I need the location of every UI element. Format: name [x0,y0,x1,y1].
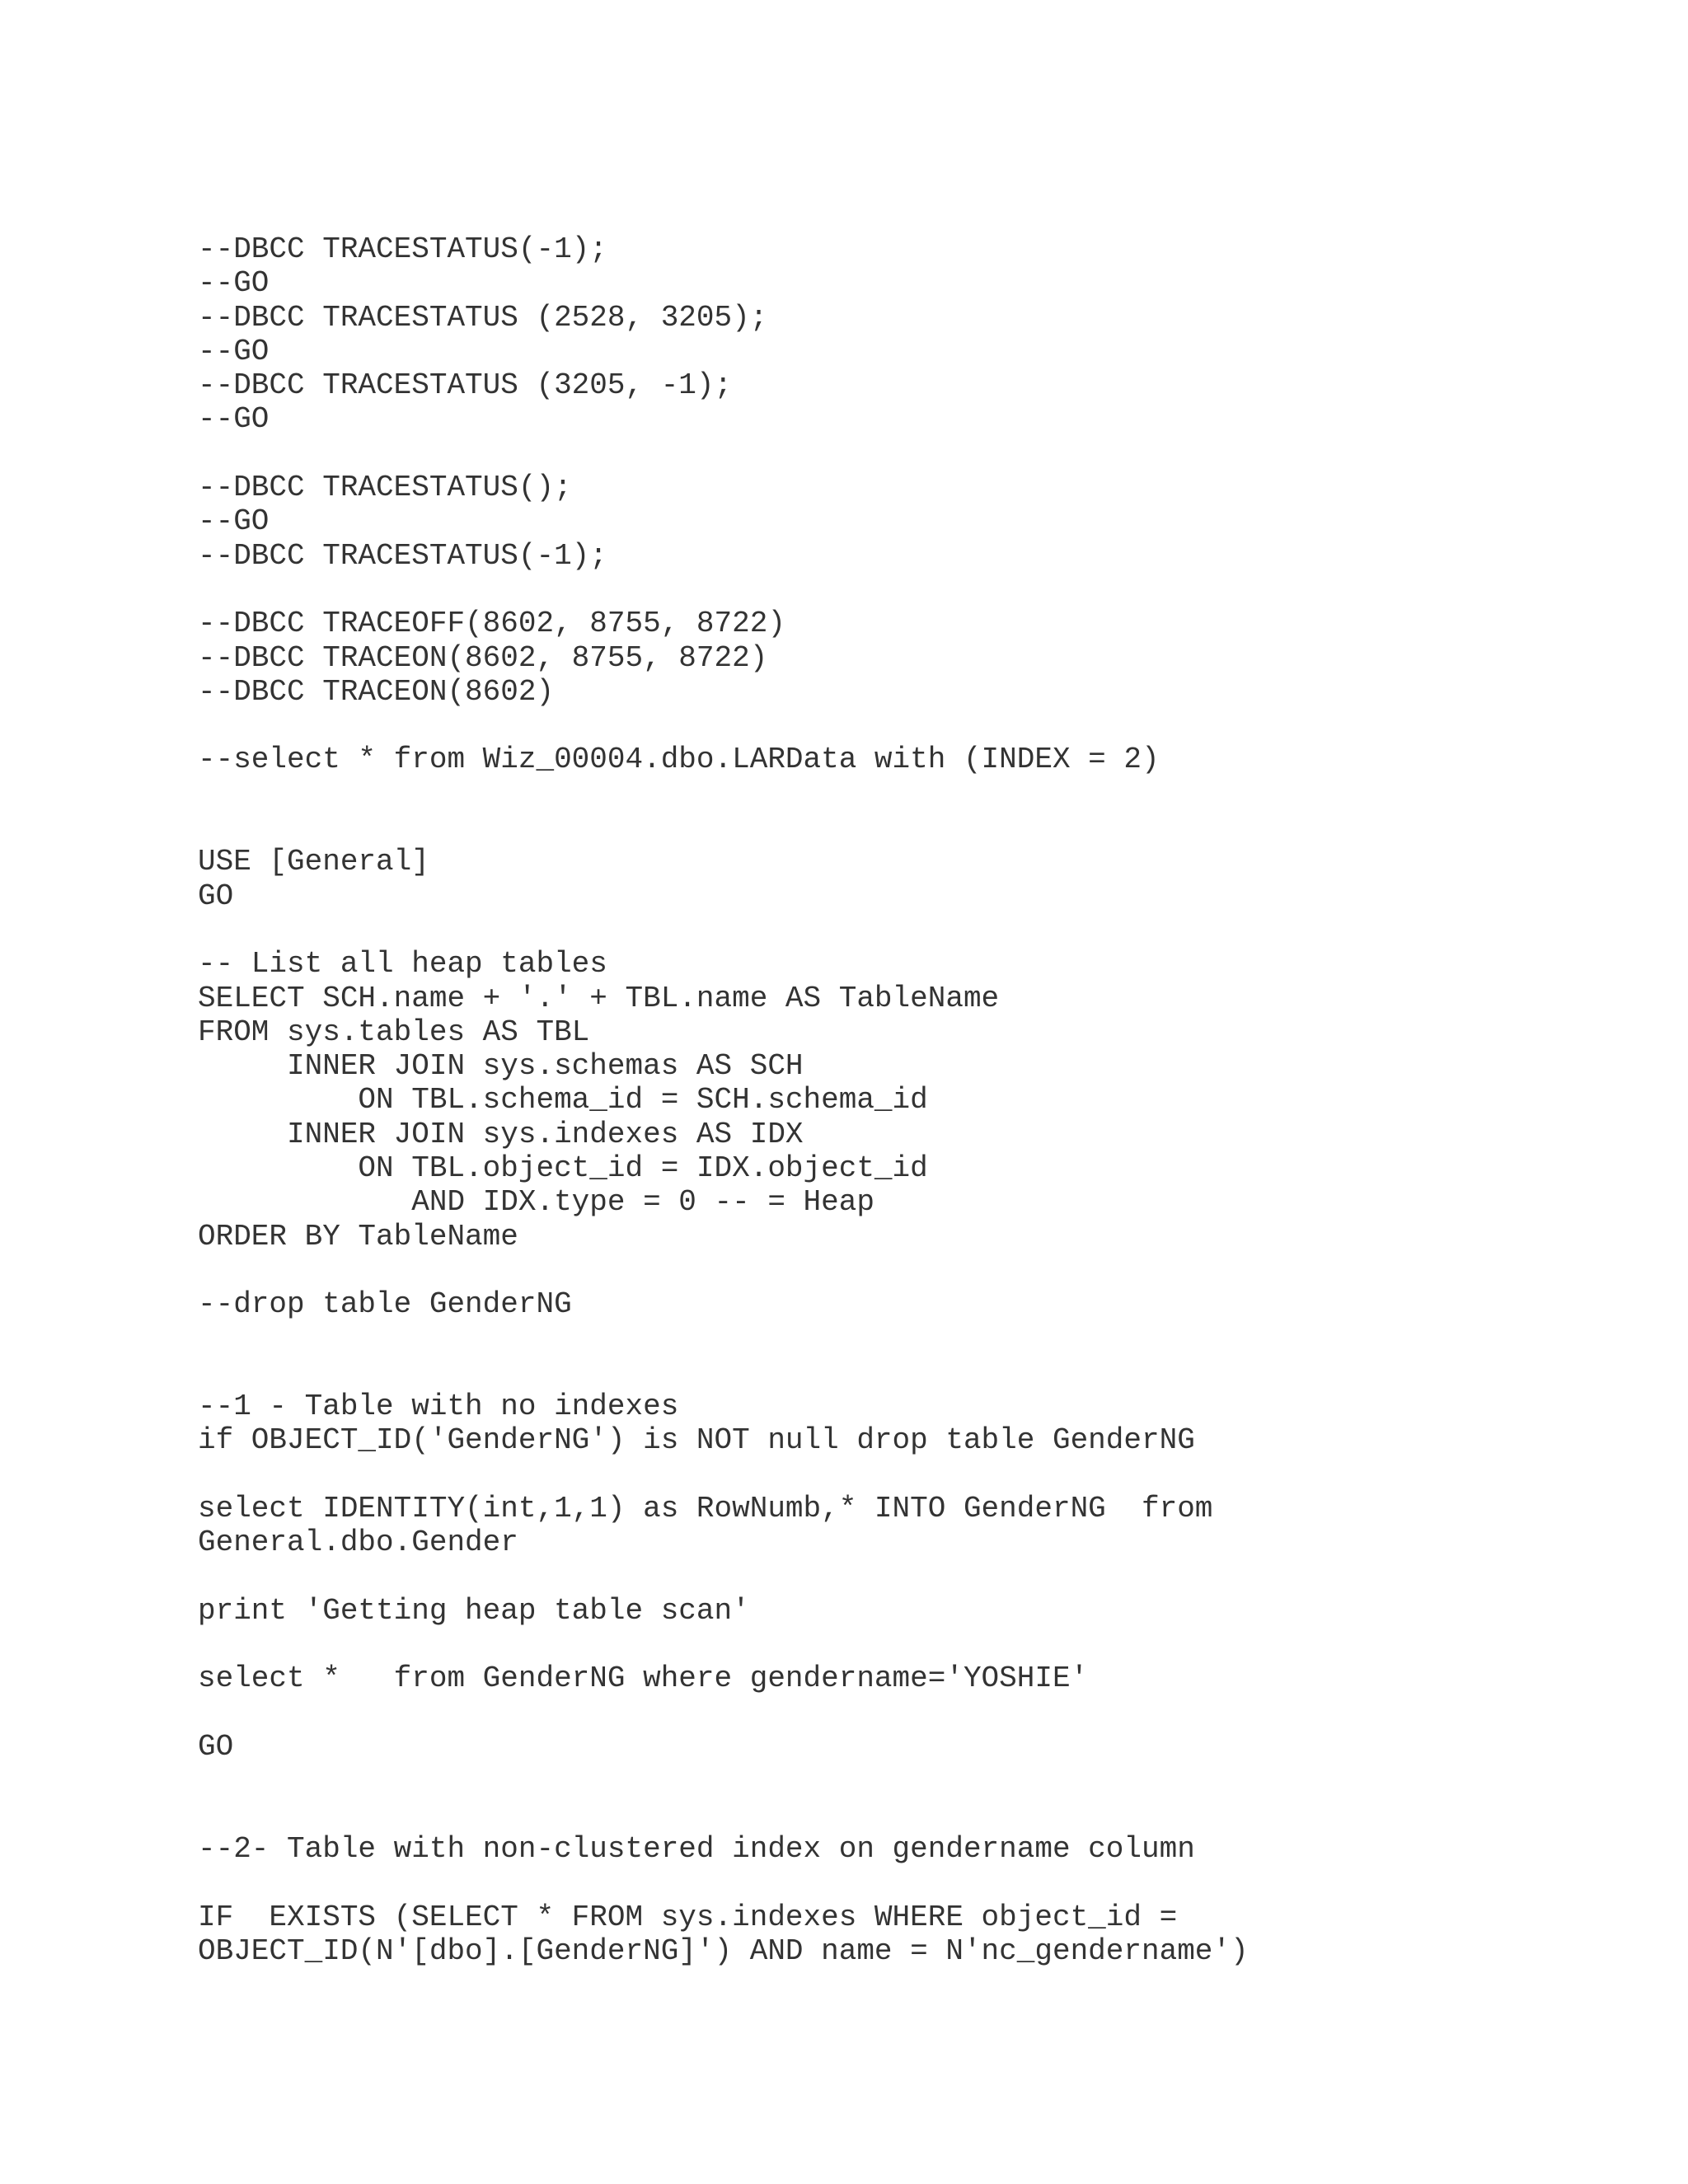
code-line: IF EXISTS (SELECT * FROM sys.indexes WHERE object_id = [198,1900,1178,1934]
code-line [198,1322,1249,1356]
code-line: ON TBL.schema_id = SCH.schema_id [198,1083,928,1118]
code-line: --1 - Table with no indexes [198,1390,679,1424]
code-line [198,1254,1249,1287]
code-line: GO [198,879,234,913]
code-line [198,709,1249,743]
code-line [198,1628,1249,1661]
code-line: select IDENTITY(int,1,1) as RowNumb,* INTO GenderNG from [198,1491,1213,1526]
code-line: --DBCC TRACEOFF(8602, 8755, 8722) [198,607,785,641]
code-line: --select * from Wiz_00004.dbo.LARData with (INDEX = 2) [198,743,1160,777]
code-line [198,1696,1249,1730]
code-line: OBJECT_ID(N'[dbo].[GenderNG]') AND name = N'nc_gendername') [198,1933,1249,1968]
code-line: USE [General] [198,845,429,879]
code-line: --DBCC TRACEON(8602) [198,674,555,709]
code-line: --GO [198,402,270,437]
code-line: --GO [198,266,270,301]
code-line: --DBCC TRACESTATUS (3205, -1); [198,368,733,403]
code-line: INNER JOIN sys.schemas AS SCH [198,1049,804,1084]
code-line: AND IDX.type = 0 -- = Heap [198,1185,874,1220]
code-line [198,811,1249,845]
code-line [198,1866,1249,1900]
code-line: select * from GenderNG where gendername='YOSHIE' [198,1661,1089,1696]
code-line [198,573,1249,607]
code-line [198,913,1249,947]
code-line [198,1798,1249,1832]
code-line: INNER JOIN sys.indexes AS IDX [198,1117,804,1151]
code-line [198,1764,1249,1797]
code-line: --GO [198,504,270,539]
code-line: --DBCC TRACESTATUS(-1); [198,538,607,573]
code-line: General.dbo.Gender [198,1526,518,1560]
code-line: -- List all heap tables [198,947,607,982]
code-line: ON TBL.object_id = IDX.object_id [198,1151,928,1186]
code-line [198,777,1249,811]
code-line: --DBCC TRACESTATUS (2528, 3205); [198,300,768,335]
code-line: GO [198,1730,234,1765]
code-line: ORDER BY TableName [198,1219,518,1254]
code-line: --2- Table with non-clustered index on gendername column [198,1831,1195,1866]
code-line: SELECT SCH.name + '.' + TBL.name AS TableName [198,981,1000,1015]
code-line: --GO [198,334,270,368]
code-line [198,437,1249,471]
code-line: --drop table GenderNG [198,1287,572,1322]
code-line [198,1356,1249,1390]
code-line: --DBCC TRACESTATUS(); [198,471,572,505]
code-line: --DBCC TRACEON(8602, 8755, 8722) [198,640,768,675]
code-listing [198,232,1249,1968]
code-line: print 'Getting heap table scan' [198,1593,750,1628]
code-line: FROM sys.tables AS TBL [198,1015,590,1049]
code-line: --DBCC TRACESTATUS(-1); [198,232,607,266]
code-line [198,1458,1249,1492]
code-line: if OBJECT_ID('GenderNG') is NOT null drop table GenderNG [198,1423,1195,1458]
code-line [198,1560,1249,1594]
